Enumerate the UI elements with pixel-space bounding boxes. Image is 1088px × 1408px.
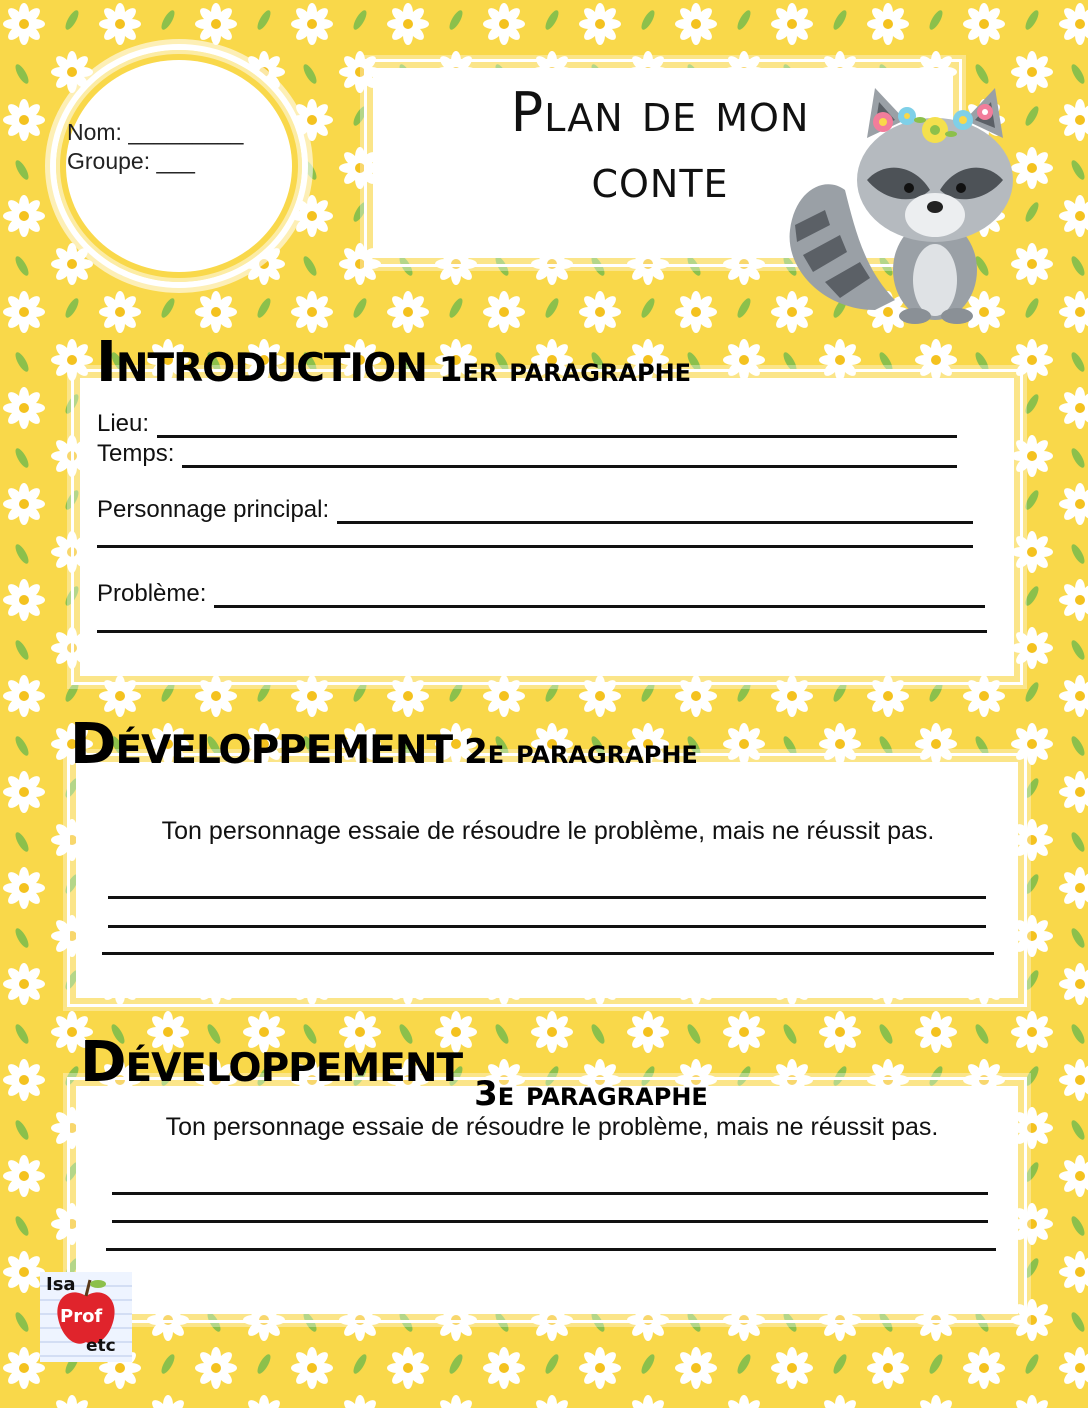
development-1-subtitle: 2e paragraphe — [464, 732, 698, 772]
development-1-title: Développement — [70, 712, 453, 777]
development-2-title: Développement — [80, 1030, 463, 1095]
name-field[interactable]: Nom: _________ — [67, 119, 244, 145]
group-field[interactable]: Groupe: ___ — [67, 148, 195, 174]
development-1-line-3[interactable] — [102, 952, 994, 955]
development-1-line-2[interactable] — [108, 925, 986, 928]
logo-text-etc: etc — [86, 1336, 116, 1356]
logo-text-prof: Prof — [60, 1306, 103, 1327]
development-2-line-3[interactable] — [106, 1248, 996, 1251]
temps-field[interactable]: Temps: — [97, 440, 957, 468]
isaprof-logo — [40, 1272, 132, 1362]
lieu-field[interactable]: Lieu: — [97, 410, 957, 438]
development-2-subtitle: 3e paragraphe — [474, 1074, 708, 1114]
introduction-title: Introduction — [96, 330, 427, 395]
title-line-2: conte — [591, 147, 729, 210]
probleme-field[interactable]: Problème: — [97, 580, 985, 608]
title-line-1: Plan de mon — [510, 81, 810, 144]
logo-text-isa: Isa — [46, 1274, 76, 1295]
development-2-line-1[interactable] — [112, 1192, 988, 1195]
development-1-line-1[interactable] — [108, 896, 986, 899]
personnage-field[interactable]: Personnage principal: — [97, 496, 973, 524]
development-2-heading — [80, 1030, 708, 1114]
development-2-line-2[interactable] — [112, 1220, 988, 1223]
name-group-fields — [67, 118, 243, 176]
raccoon-illustration — [775, 80, 1035, 330]
development-2-prompt: Ton personnage essaie de résoudre le problème, mais ne réussit pas. — [165, 1113, 939, 1141]
development-1-prompt: Ton personnage essaie de résoudre le problème, mais ne réussit pas. — [161, 817, 935, 845]
probleme-line-2[interactable] — [97, 630, 987, 633]
introduction-subtitle: 1er paragraphe — [438, 350, 692, 390]
introduction-heading — [96, 330, 691, 395]
personnage-line-2[interactable] — [97, 545, 973, 548]
development-1-heading — [70, 712, 698, 777]
development-1-box — [76, 762, 1018, 998]
